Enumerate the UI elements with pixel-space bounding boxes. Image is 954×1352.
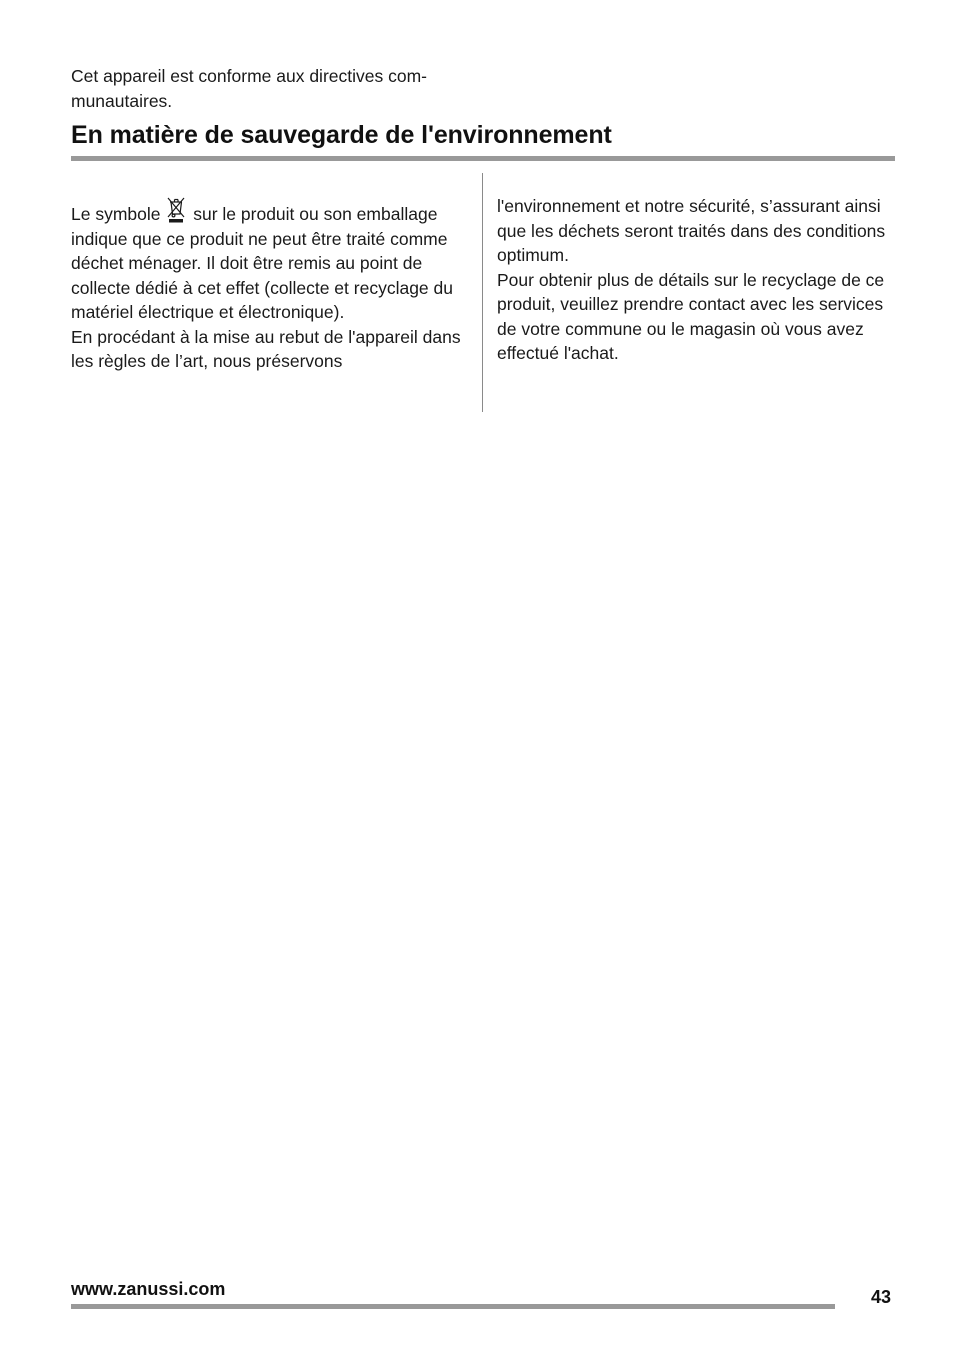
left-paragraph-1 — [71, 196, 471, 325]
symbol-lead-text: Le symbole — [71, 204, 161, 224]
title-rule — [71, 156, 895, 161]
right-paragraph-1: l'environnement et notre sécurité, s’assurant ainsi que les déchets seront traités dans des conditions optimum. — [497, 196, 886, 265]
right-paragraph-2: Pour obtenir plus de détails sur le recyclage de ce produit, veuillez prendre contact avec les services de votre commune ou le magasin où vous avez effectué l'achat. — [497, 269, 885, 363]
page-number: 43 — [871, 1287, 892, 1307]
crossed-out-wheelie-bin-icon — [166, 196, 187, 224]
intro-line-1: Cet appareil est conforme aux directives com- — [71, 66, 427, 86]
column-divider — [482, 173, 483, 412]
footer-website-link[interactable]: www.zanussi.com — [71, 1279, 226, 1299]
left-paragraph-2: En procédant à la mise au rebut de l'appareil dans les règles de l’art, nous préservons — [71, 326, 461, 371]
section-title: En matière de sauvegarde de l'environnement — [71, 121, 612, 149]
symbol-explanation-text: sur le produit ou son emballage indique que ce produit ne peut être traité comme déchet ménager. Il doit être remis au point de collecte dédié à cet effet (collecte et recyclage du matériel électrique et électronique). — [71, 204, 453, 322]
intro-paragraph — [71, 64, 471, 113]
footer-rule — [71, 1304, 835, 1309]
right-column — [497, 194, 897, 366]
intro-line-2: munautaires. — [71, 90, 173, 111]
left-column — [71, 196, 471, 374]
